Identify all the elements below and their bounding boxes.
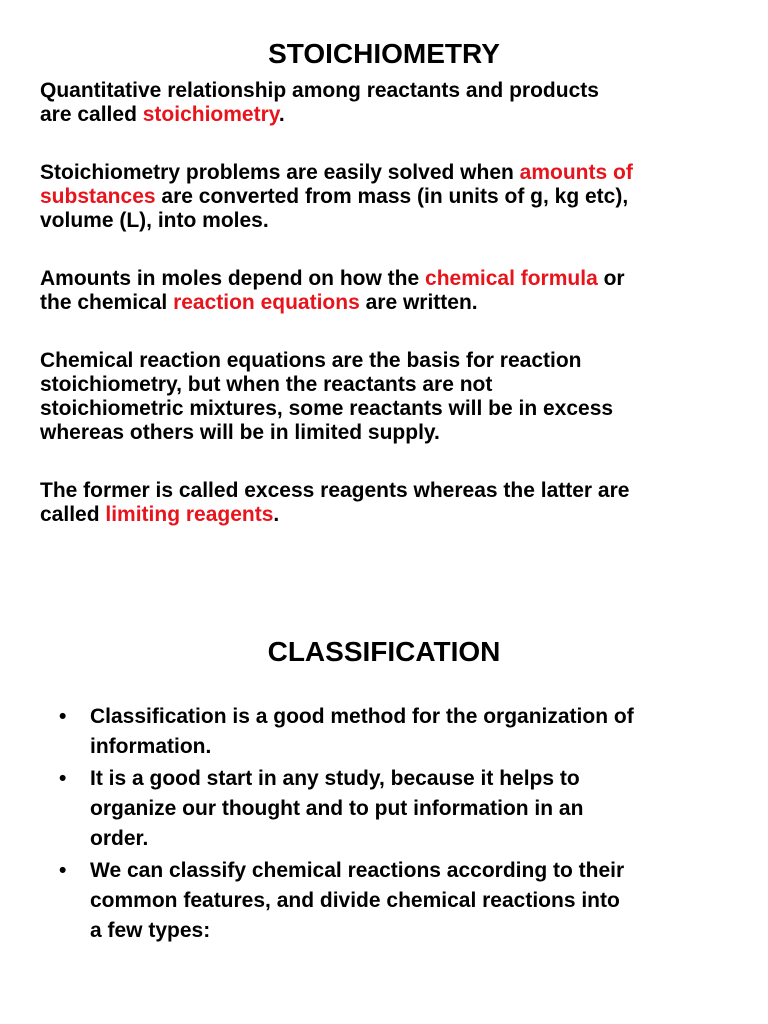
bullet-text-line: order.	[90, 827, 149, 850]
highlighted-term: limiting reagents	[105, 503, 274, 526]
text-run: whereas others will be in limited supply.	[40, 421, 440, 444]
paragraph-line	[40, 479, 750, 503]
text-run: are written.	[359, 291, 478, 314]
paragraph-3	[40, 267, 750, 315]
text-run: called	[40, 503, 106, 526]
text-run: .	[278, 103, 285, 126]
bullet-text-line: common features, and divide chemical reactions into	[90, 889, 620, 912]
bullet-text-line: organize our thought and to put information in an	[90, 797, 584, 820]
text-run: the chemical	[40, 291, 174, 314]
bullet-text-line: It is a good start in any study, because it helps to	[90, 767, 580, 790]
text-run: Chemical reaction equations are the basis for reaction	[40, 349, 582, 372]
bullet-text-line: We can classify chemical reactions according to their	[90, 859, 625, 882]
paragraph-2	[40, 161, 750, 233]
highlighted-term: chemical formula	[425, 267, 598, 290]
paragraph-line	[40, 373, 750, 397]
text-run: .	[273, 503, 280, 526]
highlighted-term: substances	[40, 185, 156, 208]
section-title-classification: CLASSIFICATION	[267, 636, 501, 667]
classification-bullet-list	[0, 702, 768, 948]
highlighted-term: reaction equations	[173, 291, 360, 314]
text-run: Stoichiometry problems are easily solved when	[40, 161, 520, 184]
paragraph-line	[40, 79, 750, 103]
highlighted-term: stoichiometry	[142, 103, 279, 126]
paragraph-line	[40, 185, 750, 209]
paragraph-line	[40, 349, 750, 373]
paragraph-line	[40, 421, 750, 445]
section-title-stoichiometry: STOICHIOMETRY	[268, 38, 500, 69]
text-run: Quantitative relationship among reactants and products	[40, 79, 599, 102]
bullet-item	[0, 764, 768, 854]
text-run: Amounts in moles depend on how the	[40, 267, 426, 290]
bullet-item	[0, 856, 768, 946]
paragraph-line	[40, 267, 750, 291]
highlighted-term: amounts of	[519, 161, 633, 184]
paragraph-line	[40, 291, 750, 315]
bullet-text-line: information.	[90, 735, 212, 758]
text-run: volume (L), into moles.	[40, 209, 269, 232]
paragraph-1	[40, 79, 750, 127]
bullet-text-line: Classification is a good method for the organization of	[90, 705, 634, 728]
paragraph-line	[40, 103, 750, 127]
bullet-item	[0, 702, 768, 762]
text-run: stoichiometric mixtures, some reactants will be in excess	[40, 397, 614, 420]
paragraph-line	[40, 209, 750, 233]
text-run: or	[597, 267, 625, 290]
paragraph-5	[40, 479, 750, 527]
text-run: stoichiometry, but when the reactants are not	[40, 373, 493, 396]
paragraph-line	[40, 397, 750, 421]
paragraph-line	[40, 161, 750, 185]
bullet-text-line: a few types:	[90, 919, 211, 942]
paragraph-line	[40, 503, 750, 527]
paragraph-4	[40, 349, 750, 445]
bullet-icon: •	[59, 767, 67, 790]
text-run: The former is called excess reagents whereas the latter are	[40, 479, 630, 502]
bullet-icon: •	[59, 705, 67, 728]
text-run: are converted from mass (in units of g, kg etc),	[155, 185, 629, 208]
bullet-icon: •	[59, 859, 67, 882]
text-run: are called	[40, 103, 143, 126]
